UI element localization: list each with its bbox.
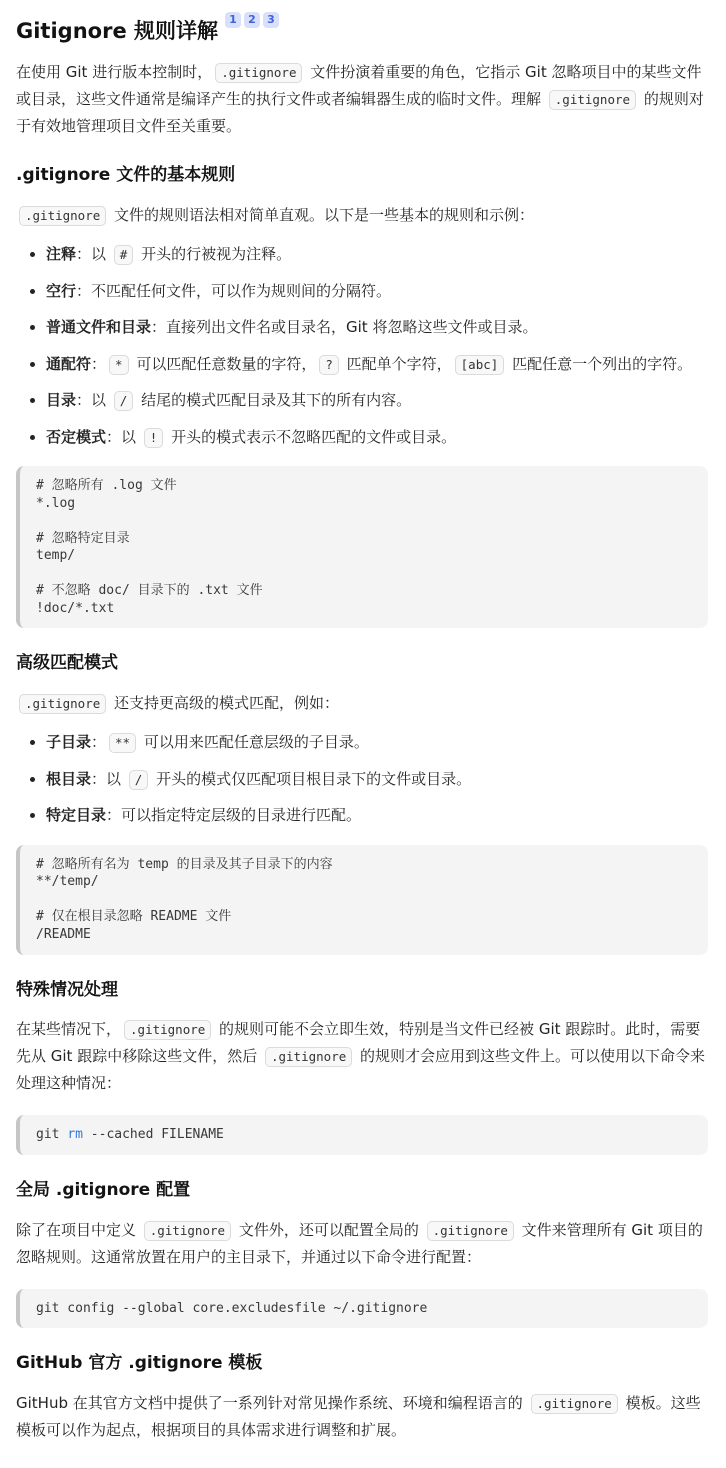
code-text: --cached FILENAME bbox=[82, 1127, 224, 1143]
intro-paragraph bbox=[16, 59, 708, 140]
bullet-label: 特定目录 bbox=[46, 806, 107, 825]
text-run: 可以匹配任意数量的字符， bbox=[131, 354, 317, 373]
text-run: 文件来管理所有 Git 项目的忽略规则。这通常放置在用户的主目录下，并通过以下命令进行配置： bbox=[16, 1220, 703, 1266]
text-run: 文件的规则语法相对简单直观。以下是一些基本的规则和示例： bbox=[109, 206, 535, 225]
inline-code: .gitignore bbox=[549, 90, 636, 110]
section-heading-basic-rules: .gitignore 文件的基本规则 bbox=[16, 165, 236, 186]
list-item-specific-directory-rule bbox=[46, 804, 708, 827]
text-run: ： bbox=[91, 354, 107, 373]
text-run: ：以 bbox=[76, 391, 111, 410]
text-run: 的规则可能不会立即生效，特别是当文件已经被 Git 跟踪时。此时，需要先从 Git 跟踪中移除这些文件，然后 bbox=[16, 1020, 701, 1066]
code-line: # 忽略所有名为 temp 的目录及其子目录下的内容 bbox=[36, 856, 333, 872]
bullet-label: 否定模式 bbox=[46, 427, 107, 446]
inline-code: # bbox=[114, 245, 134, 265]
code-line: git config --global core.excludesfile ~/.gitignore bbox=[36, 1300, 428, 1316]
code-line bbox=[36, 565, 692, 583]
global-config-paragraph bbox=[16, 1217, 708, 1271]
text-run: 文件外，还可以配置全局的 bbox=[234, 1220, 424, 1239]
code-line: # 仅在根目录忽略 README 文件 bbox=[36, 909, 232, 925]
code-line bbox=[36, 891, 692, 909]
code-line: **/temp/ bbox=[36, 874, 99, 890]
inline-code: .gitignore bbox=[19, 694, 106, 714]
inline-code: / bbox=[129, 770, 149, 790]
bullet-label: 注释 bbox=[46, 245, 77, 264]
list-item-blank-line-rule bbox=[46, 280, 708, 303]
list-item-wildcard-rule bbox=[46, 353, 708, 376]
code-keyword: rm bbox=[67, 1127, 83, 1143]
section-heading-special-cases: 特殊情况处理 bbox=[16, 979, 118, 1000]
code-text: git bbox=[36, 1127, 68, 1143]
text-run: 开头的行被视为注释。 bbox=[136, 245, 292, 264]
page-title-text: Gitignore 规则详解 bbox=[16, 19, 218, 43]
code-line: # 忽略所有 .log 文件 bbox=[36, 478, 177, 494]
text-run: 结尾的模式匹配目录及其下的所有内容。 bbox=[136, 391, 412, 410]
text-run: 文件扮演着重要的角色，它指示 Git 忽略项目中的某些文件或目录，这些文件通常是编译产生的执行文件或者编辑器生成的临时文件。理解 bbox=[16, 63, 702, 109]
code-block-advanced-example bbox=[16, 845, 708, 955]
bullet-label: 普通文件和目录 bbox=[46, 318, 152, 337]
github-templates-paragraph bbox=[16, 1390, 708, 1444]
inline-code: .gitignore bbox=[531, 1394, 618, 1414]
citation-badge-1[interactable]: 1 bbox=[225, 12, 241, 28]
text-run: 开头的模式表示不忽略匹配的文件或目录。 bbox=[166, 427, 457, 446]
inline-code: ! bbox=[144, 428, 164, 448]
code-line: !doc/*.txt bbox=[36, 600, 115, 616]
text-run: 的规则才会应用到这些文件上。可以使用以下命令来处理这种情况： bbox=[16, 1047, 706, 1093]
text-run: 的规则对于有效地管理项目文件至关重要。 bbox=[16, 90, 704, 136]
list-item-root-directory-rule bbox=[46, 768, 708, 791]
text-run: 匹配任意一个列出的字符。 bbox=[507, 354, 693, 373]
code-line: /README bbox=[36, 926, 91, 942]
text-run: 开头的模式仅匹配项目根目录下的文件或目录。 bbox=[151, 769, 472, 788]
text-run: 在某些情况下， bbox=[16, 1020, 122, 1039]
bullet-label: 通配符 bbox=[46, 354, 92, 373]
code-line: # 忽略特定目录 bbox=[36, 530, 130, 546]
section-heading-advanced-patterns: 高级匹配模式 bbox=[16, 653, 118, 674]
special-paragraph bbox=[16, 1016, 708, 1097]
text-run: ： bbox=[91, 733, 107, 752]
citation-badge-2[interactable]: 2 bbox=[244, 12, 260, 28]
list-item-negation-rule bbox=[46, 426, 708, 449]
text-run: ：以 bbox=[76, 245, 111, 264]
basic-lead-paragraph bbox=[16, 202, 708, 229]
code-line: # 不忽略 doc/ 目录下的 .txt 文件 bbox=[36, 583, 263, 599]
list-item-plain-file-rule bbox=[46, 316, 708, 339]
citation-badge-3[interactable]: 3 bbox=[263, 12, 279, 28]
text-run: 模板。这些模板可以作为起点，根据项目的具体需求进行调整和扩展。 bbox=[16, 1393, 701, 1439]
citation-badges bbox=[222, 15, 279, 35]
text-run: 还支持更高级的模式匹配，例如： bbox=[109, 694, 340, 713]
inline-code: .gitignore bbox=[144, 1221, 231, 1241]
inline-code: * bbox=[109, 355, 129, 375]
text-run: GitHub 在其官方文档中提供了一系列针对常见操作系统、环境和编程语言的 bbox=[16, 1393, 528, 1412]
code-block-git-config-excludesfile bbox=[16, 1289, 708, 1329]
inline-code: .gitignore bbox=[215, 63, 302, 83]
bullet-label: 根目录 bbox=[46, 769, 92, 788]
advanced-rules-list bbox=[16, 731, 708, 827]
section-heading-github-templates: GitHub 官方 .gitignore 模板 bbox=[16, 1353, 263, 1374]
bullet-label: 子目录 bbox=[46, 733, 92, 752]
text-run: ：可以指定特定层级的目录进行匹配。 bbox=[106, 806, 362, 825]
text-run: 可以用来匹配任意层级的子目录。 bbox=[139, 733, 369, 752]
text-run: 在使用 Git 进行版本控制时， bbox=[16, 63, 213, 82]
list-item-directory-rule bbox=[46, 389, 708, 412]
inline-code: / bbox=[114, 391, 134, 411]
bullet-label: 空行 bbox=[46, 281, 77, 300]
code-block-basic-example bbox=[16, 466, 708, 628]
inline-code: .gitignore bbox=[19, 206, 106, 226]
code-line: temp/ bbox=[36, 548, 76, 564]
basic-rules-list bbox=[16, 243, 708, 448]
page-title bbox=[16, 12, 708, 45]
advanced-lead-paragraph bbox=[16, 690, 708, 717]
inline-code: [abc] bbox=[455, 355, 505, 375]
list-item-subdirectory-rule bbox=[46, 731, 708, 754]
inline-code: ** bbox=[109, 733, 136, 753]
code-line bbox=[36, 512, 692, 530]
list-item-comment-rule bbox=[46, 243, 708, 266]
section-heading-global-config: 全局 .gitignore 配置 bbox=[16, 1179, 191, 1200]
text-run: ：不匹配任何文件，可以作为规则间的分隔符。 bbox=[76, 281, 392, 300]
inline-code: .gitignore bbox=[124, 1020, 211, 1040]
text-run: ：以 bbox=[106, 427, 141, 446]
inline-code: .gitignore bbox=[427, 1221, 514, 1241]
inline-code: .gitignore bbox=[265, 1047, 352, 1067]
bullet-label: 目录 bbox=[46, 391, 77, 410]
code-block-git-rm-cached bbox=[16, 1115, 708, 1155]
code-line bbox=[36, 1126, 692, 1144]
code-line: *.log bbox=[36, 495, 76, 511]
text-run: ：直接列出文件名或目录名，Git 将忽略这些文件或目录。 bbox=[151, 318, 538, 337]
text-run: ：以 bbox=[91, 769, 126, 788]
text-run: 匹配单个字符， bbox=[341, 354, 452, 373]
text-run: 除了在项目中定义 bbox=[16, 1220, 141, 1239]
inline-code: ? bbox=[319, 355, 339, 375]
